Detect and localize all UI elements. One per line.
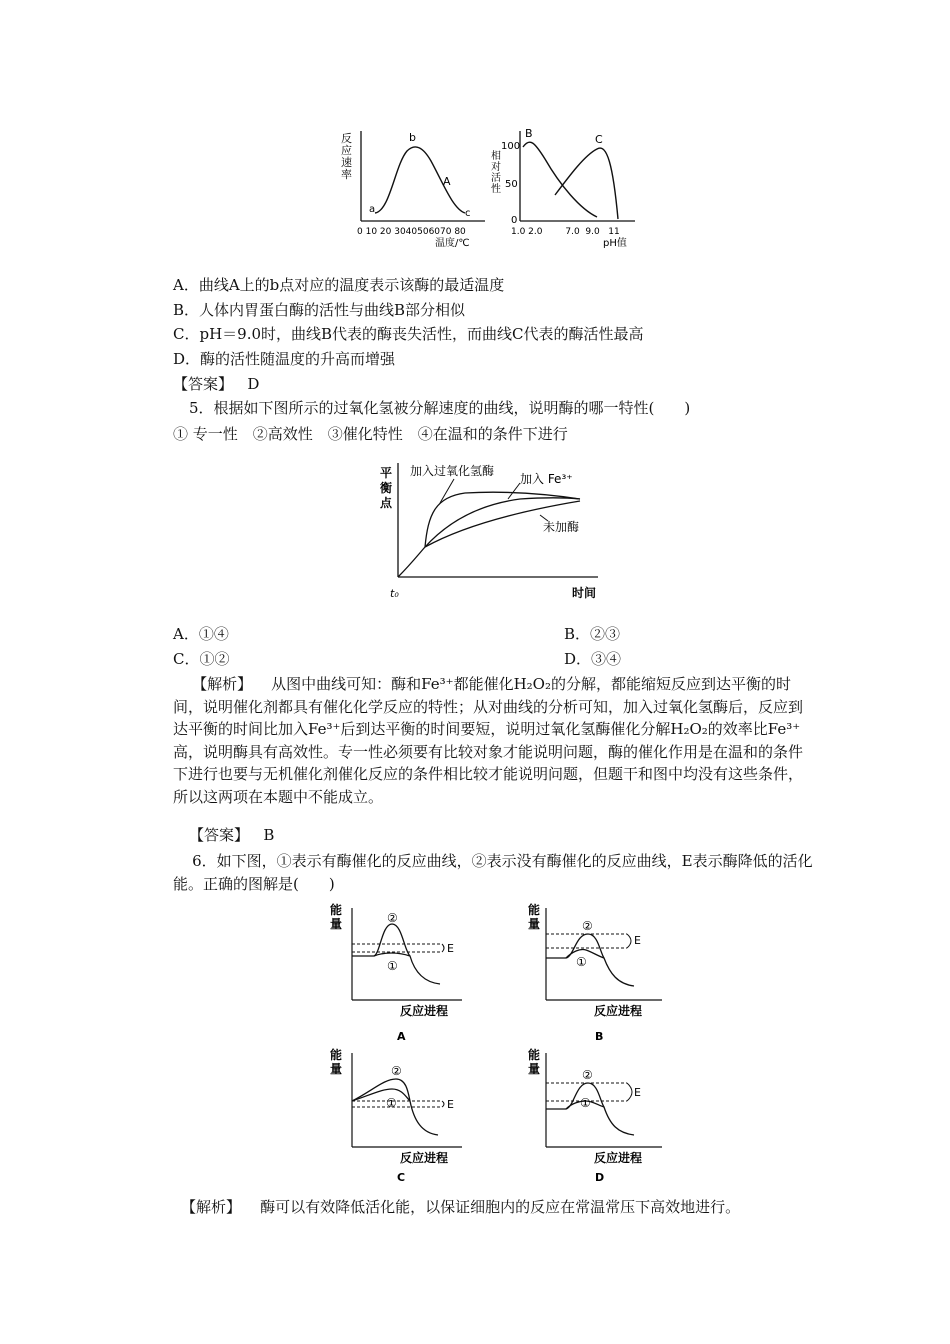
ph-xticks: 1.0 2.0 7.0 9.0 11: [511, 227, 620, 237]
temp-xticks: 0 10 20 3040506070 80: [357, 227, 466, 237]
mark-1: ①: [580, 1096, 591, 1110]
q5-ylabel-3: 点: [380, 496, 393, 510]
panel-label: B: [595, 1030, 604, 1043]
temp-ylabel-2: 应: [341, 144, 352, 157]
ph-y0: 0: [511, 215, 518, 226]
mark-2: ②: [391, 1064, 402, 1078]
q4-option-b: B．人体内胃蛋白酶的活性与曲线B部分相似: [173, 301, 466, 319]
q4-option-c: C．pH＝9.0时，曲线B代表的酶丧失活性，而曲线C代表的酶活性最高: [173, 325, 644, 343]
q5-figure: [370, 455, 610, 605]
q4-answer: [173, 374, 259, 394]
temp-ylabel-1: 反: [341, 132, 352, 145]
mark-e: E: [634, 934, 641, 947]
temp-ylabel-3: 速: [341, 156, 352, 169]
q6-panel-c: [322, 1045, 472, 1185]
ph-y50: 50: [505, 179, 518, 190]
label-enzyme: 加入过氧化氢酶: [410, 464, 495, 478]
q5-answer: [189, 825, 274, 845]
ph-y100: 100: [501, 141, 521, 152]
q4-figure: [335, 125, 645, 255]
analysis-tag: 【解析】: [192, 675, 253, 693]
point-b: b: [409, 131, 416, 144]
mark-2: ②: [387, 911, 398, 925]
answer-tag: 【答案】: [173, 375, 234, 393]
q6-stem: [173, 850, 813, 895]
ph-curve-B-label: B: [525, 127, 533, 140]
analysis-text: 从图中曲线可知：酶和Fe³⁺都能催化H₂O₂的分解，都能缩短反应到达平衡的时间，说明催化剂都具有催化化学反应的特性；从对曲线的分析可知，加入过氧化氢酶后，反应到达平衡的时间比加入Fe³⁺后到达平衡的时间要短，说明过氧化氢酶催化分解H₂O₂的效率比Fe³⁺高，说明酶具有高效性。专一性必须要有比较对象才能说明问题，酶的催化作用是在温和的条件下进行也要与无机催化剂催化反应的条件相比较才能说明问题，但题干和图中均没有这些条件，所以这两项在本题中不能成立。: [173, 675, 804, 806]
q5-ylabel-2: 衡: [380, 481, 393, 495]
ph-ylabel-3: 活: [491, 173, 501, 184]
analysis-text: 酶可以有效降低活化能，以保证细胞内的反应在常温常压下高效地进行。: [260, 1198, 741, 1216]
ph-curve-C-label: C: [595, 133, 603, 146]
q5-option-c: C．①②: [173, 650, 230, 668]
q6-panel-a: [322, 900, 472, 1050]
q5-option-a: A．①④: [173, 625, 229, 643]
q5-uncatalyzed-base: [398, 547, 425, 577]
answer-tag: 【答案】: [189, 826, 250, 844]
mark-2: ②: [582, 919, 593, 933]
panel-label: D: [595, 1171, 605, 1184]
panel-xlabel: 反应进程: [594, 1151, 643, 1165]
mark-1: ①: [387, 959, 398, 973]
q4-option-d: D．酶的活性随温度的升高而增强: [173, 350, 396, 368]
ph-chart: [491, 127, 635, 249]
curve-A-label: A: [443, 175, 451, 188]
mark-e: E: [447, 1098, 454, 1111]
point-c: c: [465, 208, 471, 219]
q5-x0: t₀: [390, 587, 399, 600]
mark-1: ①: [386, 1096, 397, 1110]
q5-analysis: [173, 673, 813, 808]
curve-A: [375, 147, 465, 213]
answer-value: B: [263, 826, 275, 844]
label-no-enzyme: 未加酶: [543, 520, 580, 534]
temperature-chart: [341, 131, 485, 249]
q6-panel-b: [522, 900, 677, 1050]
panel-label: A: [397, 1030, 406, 1043]
panel-ylabel-2: 量: [330, 917, 343, 931]
ph-ylabel-1: 相: [491, 151, 501, 162]
pointer-fe3: [508, 483, 520, 499]
curve-B: [523, 142, 597, 217]
panel-ylabel-2: 量: [330, 1062, 343, 1076]
q6-panel-d: [522, 1045, 677, 1185]
panel-ylabel-1: 能: [528, 1048, 541, 1062]
mark-e: E: [634, 1086, 641, 1099]
mark-1: ①: [576, 955, 587, 969]
label-fe3: 加入 Fe³⁺: [520, 472, 573, 486]
panel-ylabel-1: 能: [330, 903, 343, 917]
ph-xlabel: pH值: [603, 238, 627, 249]
q4-option-a: A．曲线A上的b点对应的温度表示该酶的最适温度: [173, 276, 505, 294]
panel-ylabel-2: 量: [528, 917, 541, 931]
panel-label: C: [397, 1171, 406, 1184]
analysis-tag: 【解析】: [181, 1198, 242, 1216]
pointer-enzyme: [440, 479, 454, 503]
answer-value: D: [247, 375, 260, 393]
temp-xlabel: 温度/℃: [435, 238, 470, 249]
q5-option-d: D．③④: [564, 650, 622, 668]
point-a: a: [369, 204, 376, 215]
curve-C: [555, 148, 618, 219]
temp-ylabel-4: 率: [341, 168, 352, 181]
ph-ylabel-2: 对: [491, 162, 501, 173]
q5-xlabel: 时间: [572, 586, 597, 600]
panel-ylabel-1: 能: [330, 1048, 343, 1062]
q5-option-b: B．②③: [564, 625, 621, 643]
q6-analysis: [181, 1197, 740, 1217]
mark-2: ②: [582, 1068, 593, 1082]
ph-ylabel-4: 性: [491, 184, 501, 195]
q5-ylabel-1: 平: [380, 466, 393, 480]
q6-stem-text: 6．如下图，①表示有酶催化的反应曲线，②表示没有酶催化的反应曲线，E表示酶降低的活化能。正确的图解是( ): [173, 852, 813, 893]
panel-ylabel-2: 量: [528, 1062, 541, 1076]
panel-ylabel-1: 能: [528, 903, 541, 917]
panel-xlabel: 反应进程: [594, 1004, 643, 1018]
panel-xlabel: 反应进程: [400, 1151, 449, 1165]
mark-e: E: [447, 942, 454, 955]
panel-xlabel: 反应进程: [400, 1004, 449, 1018]
q5-choices: ① 专一性 ②高效性 ③催化特性 ④在温和的条件下进行: [173, 425, 568, 443]
q5-stem: 5．根据如下图所示的过氧化氢被分解速度的曲线，说明酶的哪一特性( ): [189, 399, 691, 417]
